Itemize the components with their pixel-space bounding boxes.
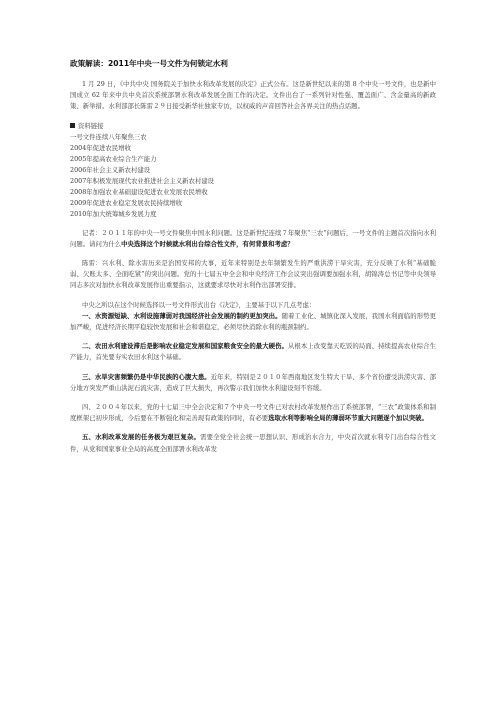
list-item: 2005年提高农业综合生产能力	[70, 154, 157, 163]
intro-paragraph: 1 月 29 日，《中共中央 国务院关于加快水利改革发展的决定》正式公布。这是新世纪以来的第 8 个中央一号文件，也是新中国成立 62 年来中共中央首次系统部署水利改革发展全面工作的决定。文件出台了一系列针对性强、覆盖面广、含金量高的新政策、新举措。水利部部长陈雷２９日接受新华社独家专访，以权威的声音回答社会各界关注的热点话题。	[70, 80, 436, 111]
list-item: 2007年积极发展现代农业推进社会主义新农村建设	[70, 176, 215, 185]
point-2: 二、农田水利建设滞后是影响农业稳定发展和国家粮食安全的最大硬伤。从根本上改变靠天吃饭的局面、持续提高农业综合生产能力，首先要夯实农田水利这个基础。	[70, 342, 437, 362]
square-bullet-icon	[70, 123, 75, 128]
links-list	[70, 121, 436, 220]
point-1: 一、水资源短缺、水利设施薄弱对我国经济社会发展的制约更加突出。随着工业化、城镇化深入发展，我国水利面临的形势更加严峻，促进经济长期平稳较快发展和社会和谐稳定，必须尽快消除水利的瓶颈制约。	[70, 311, 437, 332]
list-item: 2004年促进农民增收	[70, 143, 131, 152]
list-item: 2010年加大统筹城乡发展力度	[70, 209, 157, 218]
point-3: 三、水旱灾害频繁仍是中华民族的心腹大患。近年来，特别是２０１０年西南地区发生特大干旱、多个省份遭受洪涝灾害、部分地方突发严重山洪泥石流灾害，造成了巨大损失，再次警示我们加快水利建设刻不容缓。	[70, 372, 437, 392]
spacer	[70, 113, 436, 121]
answer-paragraph: 陈雷：兴水利、除水害历来是治国安邦的大事，近年来特别是去年频繁发生的严重洪涝干旱灾害，充分反映了水利“基础脆弱、欠账太多、全面吃紧”的突出问题。党的十七届五中全会和中央经济工作会议突出强调要加强水利，胡锦涛总书记等中央领导同志多次对加快水利改革发展作出重要指示，这就要求尽快对水利作出部署安排。	[70, 259, 436, 290]
answer-intro: 中央之所以在这个时候选择以一号文件形式出台《决定》，主要基于以下几点考虑：	[82, 300, 316, 309]
spacer	[70, 364, 436, 372]
list-item: 2009年促进农业稳定发展农民持续增收	[70, 198, 183, 207]
spacer	[70, 394, 436, 402]
list-item: 2008年加强农业基础建设促进农业发展农民增收	[70, 187, 208, 196]
point-4: 四、２００４年以来，党的十七届三中全会决定和７个中央一号文件已对农村改革发展作出了系统部署，“三农”政策体系和制度框架已初步形成，今后要在不断强化和完善现有政策的同时，有必要选取水利等影响全局的薄弱环节重大问题逐个加以突破。	[70, 403, 436, 423]
links-header: 资料链接	[70, 121, 436, 132]
spacer	[70, 250, 436, 258]
list-item: 2006年社会主义新农村建设	[70, 165, 151, 174]
document-title: 政策解读：2011年中央一号文件为何锁定水利	[70, 59, 228, 68]
point-5: 五、水利改革发展的任务极为艰巨复杂。需要全党全社会统一思想认识、形成治水合力，中央首次就水利专门出台综合性文件，从党和国家事业全局的高度全面部署水利改革发	[70, 433, 437, 453]
spacer	[70, 292, 436, 300]
question-paragraph: 记者：２０１１年的中央一号文件聚焦中国水利问题。这是新世纪连续７年聚焦“三农”问题后，一号文件的主题首次指向水利问题。请问为什么中央选择这个时候就水利出台综合性文件，有何背景和考虑？	[70, 228, 436, 248]
list-item: 一号文件连续八年聚焦三农	[70, 132, 147, 141]
spacer	[70, 220, 436, 228]
document-page	[70, 58, 436, 455]
spacer	[70, 424, 436, 432]
spacer	[70, 333, 436, 341]
